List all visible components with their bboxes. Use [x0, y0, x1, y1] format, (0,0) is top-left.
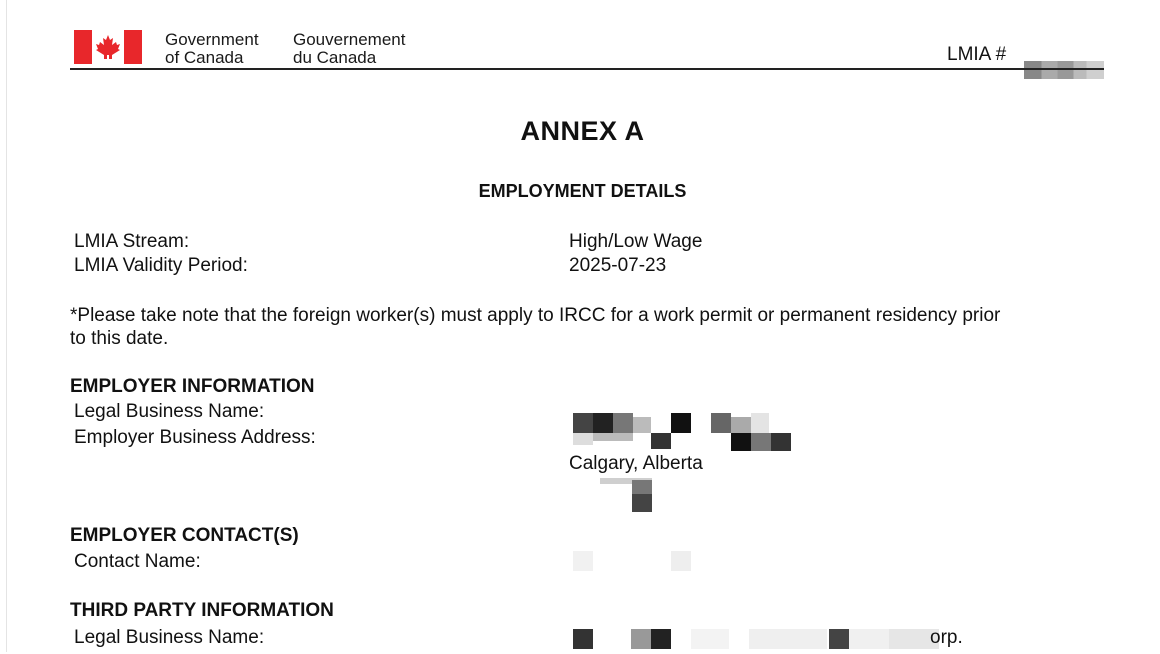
- document-title: ANNEX A: [520, 116, 645, 146]
- document-subtitle: EMPLOYMENT DETAILS: [478, 181, 687, 201]
- redacted-lmia-number: [1024, 61, 1104, 79]
- employer-contacts-heading: EMPLOYER CONTACT(S): [70, 525, 299, 546]
- note-line-2: to this date.: [70, 328, 169, 349]
- gov-fr-line1: Gouvernement: [293, 30, 406, 49]
- header-rule: [70, 68, 1104, 70]
- page-edge: [6, 0, 7, 652]
- lmia-stream-value: High/Low Wage: [569, 231, 703, 252]
- redacted-contact-name: [573, 551, 693, 571]
- gov-en-line1: Government: [165, 30, 259, 49]
- lmia-stream-label: LMIA Stream:: [74, 231, 190, 252]
- gov-fr-line2: du Canada: [293, 48, 377, 67]
- employer-address-city: Calgary, Alberta: [569, 453, 703, 474]
- redacted-third-party-name: [573, 629, 943, 649]
- employer-address-label: Employer Business Address:: [74, 427, 316, 448]
- third-party-name-suffix: orp.: [930, 627, 963, 648]
- employer-legal-name-label: Legal Business Name:: [74, 401, 265, 422]
- redacted-postal-code: [580, 474, 660, 514]
- gov-en-line2: of Canada: [165, 48, 244, 67]
- lmia-validity-value: 2025-07-23: [569, 255, 667, 276]
- note-line-1: *Please take note that the foreign worker(s) must apply to IRCC for a work permit or permanent residency prior: [70, 305, 1001, 326]
- third-party-legal-name-label: Legal Business Name:: [74, 627, 265, 648]
- contact-name-label: Contact Name:: [74, 551, 201, 572]
- redacted-employer-name: [573, 413, 793, 453]
- lmia-validity-label: LMIA Validity Period:: [74, 255, 248, 276]
- lmia-number-label: LMIA #: [947, 44, 1007, 65]
- employer-info-heading: EMPLOYER INFORMATION: [70, 376, 315, 397]
- third-party-heading: THIRD PARTY INFORMATION: [70, 600, 334, 621]
- canada-flag-logo: [74, 30, 142, 64]
